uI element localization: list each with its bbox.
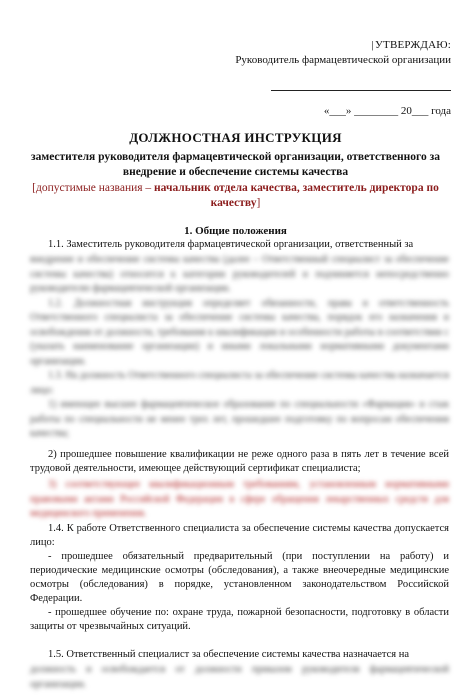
paragraph-1-4 <box>30 522 449 634</box>
blurred-paragraph-3 <box>30 663 449 692</box>
blurred-line: 1.3. На должность Ответственного специалиста за обеспечение системы качества назначается лицо: <box>30 370 449 396</box>
alt-names-open: [допустимые названия – <box>32 182 155 194</box>
blurred-paragraph-2 <box>30 478 449 522</box>
blurred-paragraphs-1 <box>30 253 449 442</box>
section-title: 1. Общие положения <box>184 225 287 237</box>
paragraph-1-4-item-2: - прошедшее обучение по: охране труда, пожарной безопасности, подготовку в области защиты от чрезвычайных ситуаций. <box>30 607 449 632</box>
approval-date: «___» ________ 20___ года <box>323 105 451 117</box>
approval-block <box>231 38 451 119</box>
paragraph-1-5: 1.5. Ответственный специалист за обеспечение системы качества назначается на <box>48 649 410 660</box>
paragraph-2: 2) прошедшее повышение квалификации не реже одного раза в пять лет в течение всей трудовой деятельности, имеющее действующий сертификат специалиста; <box>30 449 449 474</box>
approval-heading: | УТВЕРЖДАЮ: <box>231 38 451 53</box>
alt-names-close: ] <box>256 197 261 209</box>
paragraph-1-1: 1.1. Заместитель руководителя фармацевтической организации, ответственный за <box>48 239 414 250</box>
document-subtitle: заместителя руководителя фармацевтической организации, ответственного за внедрение и обеспечение системы качества <box>30 151 440 178</box>
blurred-line: должность и освобождается от должности приказом руководителя фармацевтической организации. <box>30 664 449 690</box>
blurred-line: внедрение и обеспечение системы качества (далее – Ответственный специалист за обеспечение системы качества) относится к категории руководителей и подчиняется непосредственно руководителю фармацевтической организации. <box>30 254 449 294</box>
blurred-line: 1.2. Должностная инструкция определяет обязанности, права и ответственность Ответственного специалиста за обеспечение системы качества, порядок его назначения и освобождения от должности, требования к квалификации и особенности работы в соответствии с (указать наименование организации) и иными локальными нормативными документами организации. <box>30 297 449 367</box>
paragraph-1-4-item-1: - прошедшее обязательный предварительный (при поступлении на работу) и периодические медицинские осмотры (обследования), а также внеочередные медицинские осмотры (обследования) в порядке, установленном законодательством Российской Федерации. <box>30 551 449 604</box>
paragraph-1-4-lead: 1.4. К работе Ответственного специалиста за обеспечение системы качества допускается лицо: <box>30 523 449 548</box>
approval-position: Руководитель фармацевтической организации <box>235 54 451 66</box>
alternative-names <box>30 181 441 211</box>
signature-line <box>271 90 451 91</box>
document-title: ДОЛЖНОСТНАЯ ИНСТРУКЦИЯ <box>129 130 342 145</box>
blurred-line: 1) имеющее высшее фармацевтическое образование по специальности «Фармация» и стаж работы по специальности не менее трех лет, прошедшее подготовку по вопросам обеспечения качества; <box>30 399 449 439</box>
alt-names-list: начальник отдела качества, заместитель директора по качеству <box>154 182 439 209</box>
blurred-line: 3) соответствующее квалификационным требованиям, установленным нормативными правовыми актами Российской Федерации в сфере обращения лекарственных средств для медицинского применения. <box>30 479 449 519</box>
